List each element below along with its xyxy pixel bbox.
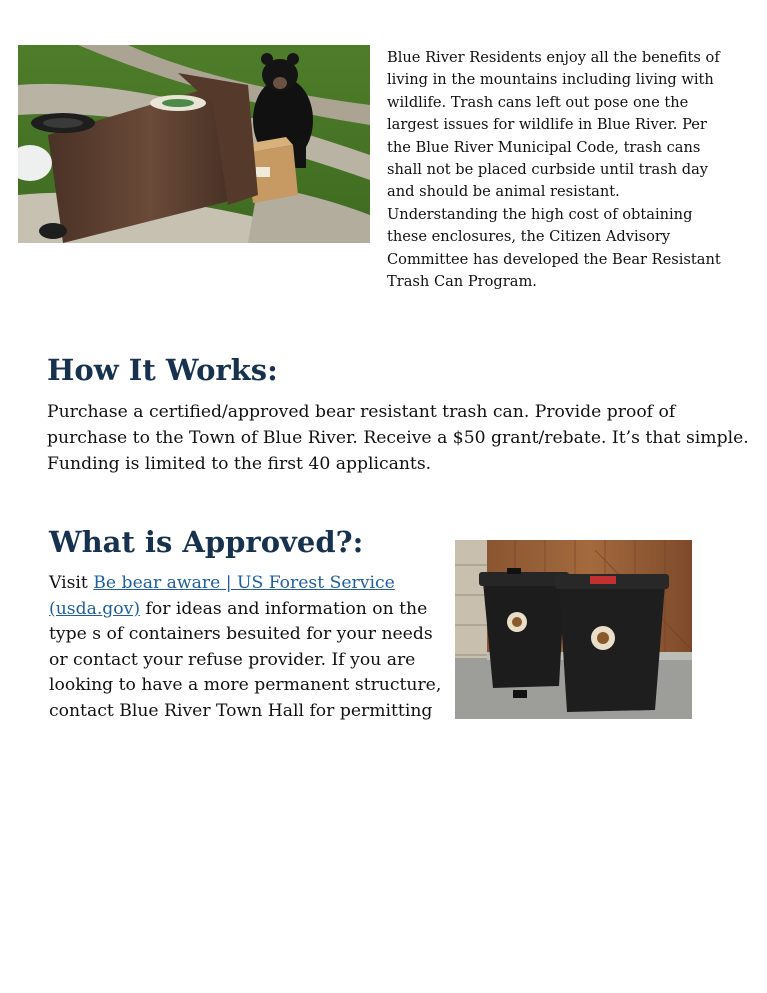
how-it-works-heading: How It Works: — [47, 353, 278, 387]
what-is-approved-heading: What is Approved?: — [49, 525, 364, 559]
visit-text: Visit — [49, 573, 94, 593]
how-it-works-paragraph: Purchase a certified/approved bear resistant trash can. Provide proof of purchase to the Town of Blue River. Receive a $50 grant/rebate. It’s that simple. Funding is limited to the first 40 applicants. — [47, 402, 749, 474]
approved-rest-text: for ideas and information on the type s of containers besuited for your needs or contact your refuse provider. If you are looking to have a more permanent structure, contact Blue River Town Hall for permitting — [49, 598, 442, 721]
intro-paragraph: Blue River Residents enjoy all the benefits of living in the mountains including living with wildlife. Trash cans left out pose one the largest issues for wildlife in Blue River. Per the Blue River Municipal Code, trash cans shall not be placed curbside until trash day and should be animal resistant. Understanding the high cost of obtaining these enclosures, the Citizen Advisory Committee has developed the Bear Resistant Trash Can Program. — [387, 49, 721, 291]
bear-resistant-cans-photo — [455, 540, 692, 719]
what-is-approved-paragraph — [49, 571, 449, 725]
bear-trash-can-photo — [18, 45, 370, 243]
be-bear-aware-link[interactable]: Be bear aware | US Forest Service (usda.gov) — [49, 573, 395, 619]
